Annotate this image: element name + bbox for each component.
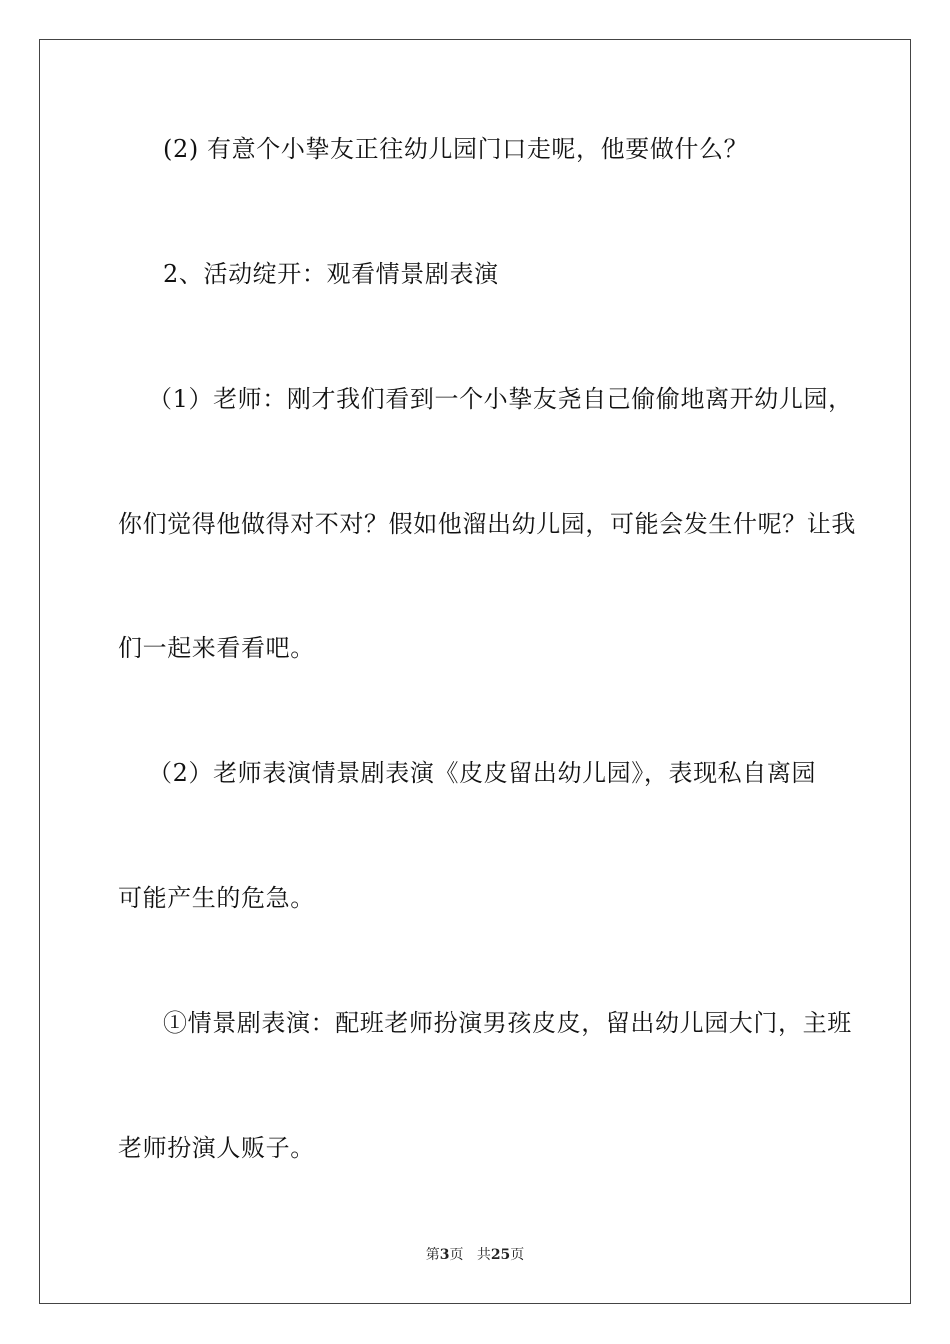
footer-page-suffix: 页 bbox=[449, 1247, 464, 1263]
text-line-2: 2、活动绽开：观看情景剧表演 bbox=[163, 260, 499, 288]
text-line-4: 你们觉得他做得对不对？假如他溜出幼儿园，可能会发生什呢？让我 bbox=[118, 510, 856, 538]
footer-total-pages: 25 bbox=[490, 1247, 511, 1263]
page-footer bbox=[0, 1246, 950, 1264]
page-border bbox=[39, 39, 911, 1304]
text-line-8: ①情景剧表演：配班老师扮演男孩皮皮，留出幼儿园大门，主班 bbox=[163, 1009, 852, 1037]
footer-page-prefix: 第 bbox=[425, 1247, 440, 1263]
footer-total-suffix: 页 bbox=[510, 1247, 525, 1263]
text-line-6: （2）老师表演情景剧表演《皮皮留出幼儿园》，表现私自离园 bbox=[148, 759, 817, 787]
footer-total-prefix: 共 bbox=[476, 1247, 491, 1263]
text-line-9: 老师扮演人贩子。 bbox=[118, 1134, 315, 1162]
text-line-5: 们一起来看看吧。 bbox=[118, 634, 315, 662]
text-line-7: 可能产生的危急。 bbox=[118, 884, 315, 912]
text-line-3: （1）老师：刚才我们看到一个小挚友尧自己偷偷地离开幼儿园， bbox=[148, 385, 853, 413]
text-line-1: (2) 有意个小挚友正往幼儿园门口走呢，他要做什么？ bbox=[163, 135, 749, 163]
footer-page-number: 3 bbox=[439, 1247, 450, 1263]
